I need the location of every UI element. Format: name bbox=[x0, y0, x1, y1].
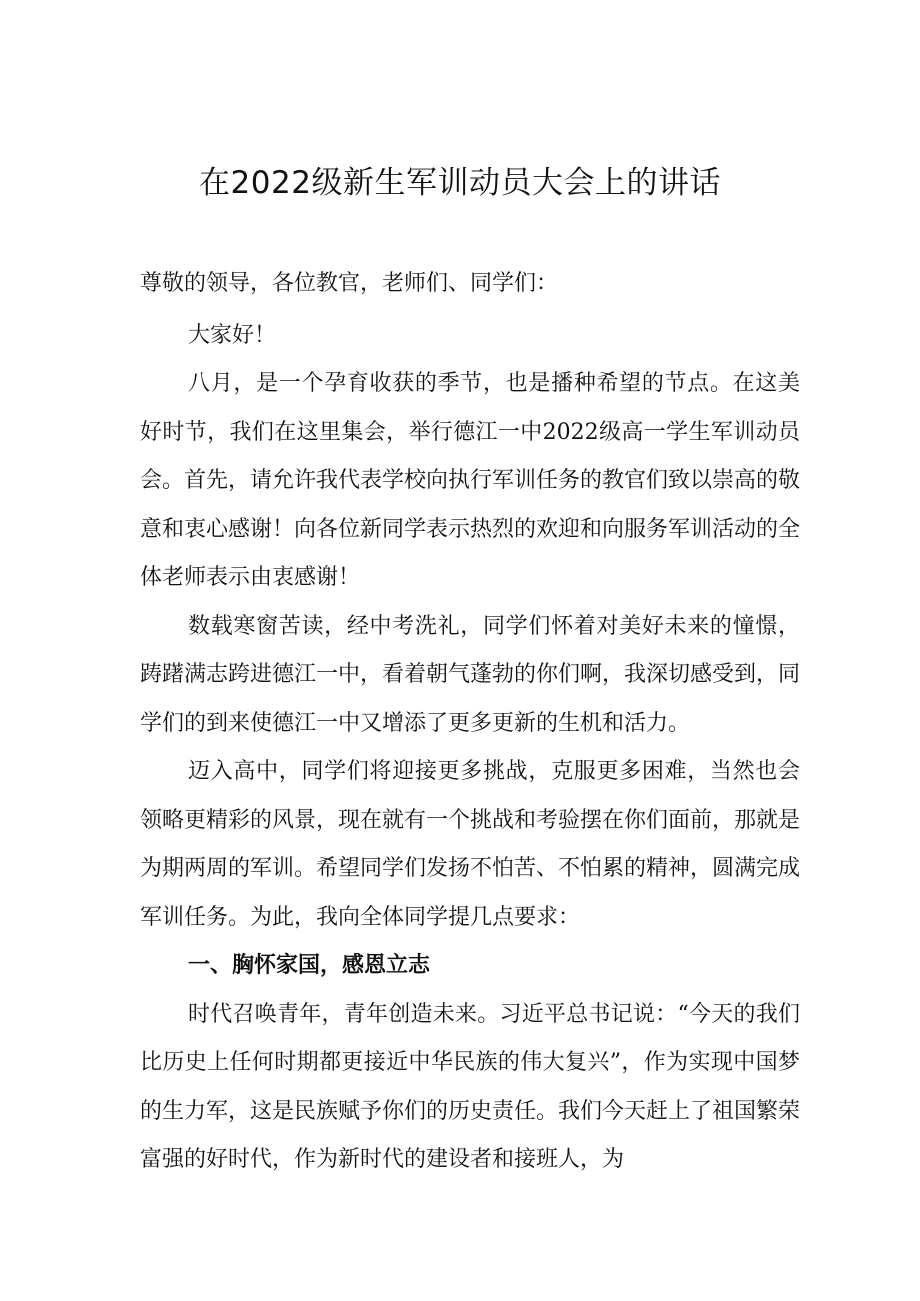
paragraph-opening: 八月，是一个孕育收获的季节，也是播种希望的节点。在这美好时节，我们在这里集会，举行德江一中2022级高一学生军训动员会。首先，请允许我代表学校向执行军训任务的教官们致以崇高的敬意和衷心感谢！向各位新同学表示热烈的欢迎和向服务军训活动的全体老师表示由衷感谢！ bbox=[140, 371, 801, 590]
greeting: 大家好！ bbox=[188, 322, 277, 348]
document-body bbox=[140, 260, 800, 1185]
section-paragraph: 时代召唤青年，青年创造未来。习近平总书记说：“今天的我们比历史上任何时期都更接近中华民族的伟大复兴”，作为实现中国梦的生力军，这是民族赋予你们的历史责任。我们今天赶上了祖国繁荣富强的好时代，作为新时代的建设者和接班人，为 bbox=[140, 1001, 801, 1172]
salutation: 尊敬的领导，各位教官，老师们、同学们： bbox=[140, 271, 559, 296]
document-title: 在2022级新生军训动员大会上的讲话 bbox=[199, 165, 721, 201]
paragraph-challenge: 迈入高中，同学们将迎接更多挑战，克服更多困难，当然也会领略更精彩的风景，现在就有一个挑战和考验摆在你们面前，那就是为期两周的军训。希望同学们发扬不怕苦、不怕累的精神，圆满完成军训任务。为此，我向全体同学提几点要求： bbox=[140, 759, 801, 930]
section-heading: 一、胸怀家国，感恩立志 bbox=[188, 953, 431, 978]
paragraph-welcome: 数载寒窗苦读，经中考洗礼，同学们怀着对美好未来的憧憬，踌躇满志跨进德江一中，看着朝气蓬勃的你们啊，我深切感受到，同学们的到来使德江一中又增添了更多更新的生机和活力。 bbox=[140, 613, 801, 736]
